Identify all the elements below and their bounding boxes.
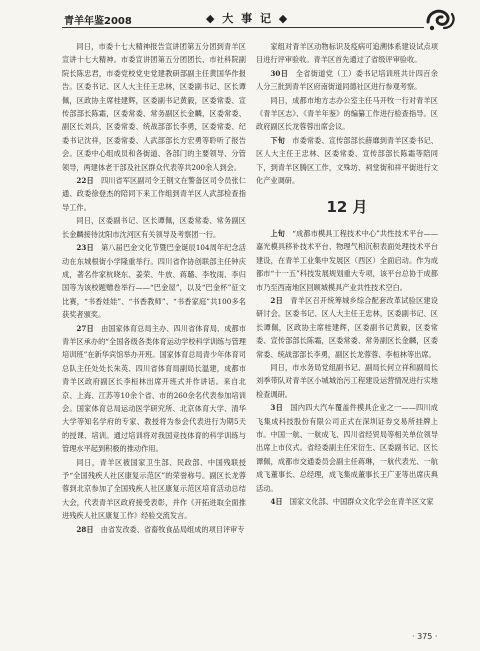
section-title: ◆ 大 事 记 ◆ <box>206 12 290 25</box>
event-paragraph <box>256 94 438 134</box>
swirl-logo-icon <box>424 4 458 34</box>
event-paragraph <box>62 174 246 214</box>
event-paragraph <box>62 214 246 241</box>
yearbook-title: 青羊年鉴2008 <box>64 16 132 27</box>
event-paragraph <box>256 227 438 294</box>
event-date: 2日 <box>270 295 283 305</box>
event-date: 30日 <box>270 68 289 78</box>
event-paragraph <box>256 294 438 361</box>
event-date: 23日 <box>76 243 94 253</box>
event-paragraph <box>62 456 246 523</box>
event-text: 四川省军区副司令王钢文在警备区司令员张仁通、政委徐登杰的陪同下来工作组到青羊区人武部检查指导工作。 <box>62 176 246 212</box>
event-paragraph <box>62 40 246 174</box>
header-rule <box>62 27 424 28</box>
event-paragraph <box>256 134 438 188</box>
event-text: 国家文化部、中国群众文化学会在青羊区文家 <box>289 497 434 506</box>
event-date: 下旬 <box>270 135 285 145</box>
event-paragraph <box>256 361 438 401</box>
event-text: 家组对青羊区动物标识及疫病可追溯体系建设试点项目进行评审验收。青羊区首先通过了省级评审验收。 <box>256 42 438 65</box>
page-header <box>0 0 480 40</box>
page-number: · 375 · <box>412 632 438 641</box>
event-text: 全省街道党（工）委书记培训班共计四百余人分三批到青羊区府南街道同德社区进行参观考察。 <box>256 68 438 92</box>
event-text: 市委常委、宣传部部长薛靡到青羊区委书记、区人大主任王忠林、区委常委、宣传部部长陈霜等陪同下，到青羊区腾区工作，文殊坊、祠堂街和祥平街进行文化产业调研。 <box>256 135 438 186</box>
event-text: 同日，青羊区被国家卫生部、民政部、中国残联授予“全国残疾人社区康复示范区”的荣誉称号。副区长龙蓉蓉到北京参加了全国残疾人社区康复示范区培育活动总结大会，代表青羊区政府接受表彰，并作《开拓进取全面推进残疾人社区康复工作》经验交流发言。 <box>62 457 246 521</box>
event-date: 4日 <box>270 497 283 506</box>
event-text: 由省发改委、省畜牧食品局组成的项目评审专 <box>100 524 245 534</box>
event-date: 22日 <box>76 176 94 186</box>
event-text: 国内四大汽车覆盖件模具企业之一——四川成飞集成科技股份有限公司正式在深圳证券交易所挂牌上市。中国一航、一航成飞、四川省经贸局等相关单位领导出席上市仪式。省经委副主任宋衍生、区委副书记、区长谭佩，成都市交通委员会副主任蒋琳，一航代表光、一航成飞董事长、总经理，成飞集成董事长王广亚等出席庆典活动。 <box>256 403 438 493</box>
event-paragraph <box>62 523 246 536</box>
event-text: 青羊区召开统筹城乡综合配套改革试验区建设研讨会。区委书记、区人大主任王忠林，区委副书记、区长谭佩，区政协主席桂建辉，区委副书记黄毅，区委常委、宣传部部长陈霜，区委常委、常务副区长金麟，区委常委、统战部部长李勇，副区长龙蓉蓉、李桓林等出席。 <box>256 295 438 359</box>
event-paragraph <box>256 40 438 67</box>
event-text: 由国家体育总局主办、四川省体育局、成都市青羊区承办的“全国各级各类体育运动学校科学训练与管理培训班”在新华宾馆举办开班。国家体育总局青少年体育司总队主任处处长朱英、四川省体育局副局长温建，成都市青羊区政府副区长李桓林出席开班式并作讲话。来自北京、上海、江苏等10余个省、市的260余名代表参加培训会。国家体育总局运动医学研究所、北京体育大学、清华大学等知名学府的专家、教授将为参会代表进行为期5天的授课、培训。通过培训将对我国竞技体育的科学训练与管理水平起到积极的推动作用。 <box>62 323 246 454</box>
event-paragraph <box>256 495 438 508</box>
event-paragraph <box>256 67 438 94</box>
event-paragraph <box>62 322 246 456</box>
event-date: 3日 <box>270 403 284 413</box>
event-text: 同日，成都市地方志办公室主任马开牧一行对青羊区《青羊区志》、《青羊年鉴》的编纂工作进行检查指导。区政府副区长龙蓉蓉出席会议。 <box>256 95 438 132</box>
event-paragraph <box>256 401 438 495</box>
event-date: 上旬 <box>270 228 285 238</box>
event-date: 27日 <box>76 323 94 333</box>
event-text: “成都市模具工程技术中心”共性技术平台——嘉光模具移补技术平台、物理气相沉积表面处理技术平台建设，在青羊工业集中发展区（西区）全面启动。作为成都市“十一五”科技发展规划重大专项，该平台总协于成都市乃至西南地区回顾城模具产业共性技术空白。 <box>256 228 438 292</box>
event-date: 28日 <box>76 524 94 534</box>
event-text: 同日，市水务局党组副书记、副局长何立祥和副局长刘季带队对青羊区小城城治污工程建设运营情况进行实地检查调研。 <box>256 362 438 399</box>
right-column <box>256 40 438 508</box>
month-heading: 12 月 <box>326 198 368 217</box>
event-text: 同日，市委十七大精神报告宣讲团第五分团到青羊区宣讲十七大精神。市委宣讲团第五分团团长、市社科院副院长陈忠君，市委党校党史党建教研部副主任黄国华作报告。区委书记、区人大主任王忠林，区委副书记、区长谭佩，区政协主席桂建辉，区委副书记黄毅，区委常委、宣传部部长陈霜，区委常委、常务副区长金麟，区委常委、副区长刘兵，区委常委、统战部部长李勇，区委常委、纪委书记沈祥，区委常委、人武部部长方宏勇等聆听了报告会。区委中心组成员和各街道、各部门的主要领导、分管领导，两建体老干部及社区群众代表等共200余人到会。 <box>62 42 246 172</box>
left-column <box>62 40 246 536</box>
event-text: 第八届巴金文化节暨巴金诞辰104周年纪念活动在东城根街小学隆重举行。四川省作协创联部主任钟庆成，著名作家杭晓东、姜荣、牛放、蒋璐、李牧雨、李归国等为该校题赠卷举行——“巴金屋”，以及“巴金杯”征文比赛，“书香娃娃”、“书香教师”、“书香家庭”共100多名获奖者颁奖。 <box>62 243 246 320</box>
event-paragraph <box>62 241 246 321</box>
event-text: 同日，区委副书记、区长谭佩，区委常委、常务副区长金麟接待沈阳市沈河区有关领导及考察团一行。 <box>62 216 246 239</box>
